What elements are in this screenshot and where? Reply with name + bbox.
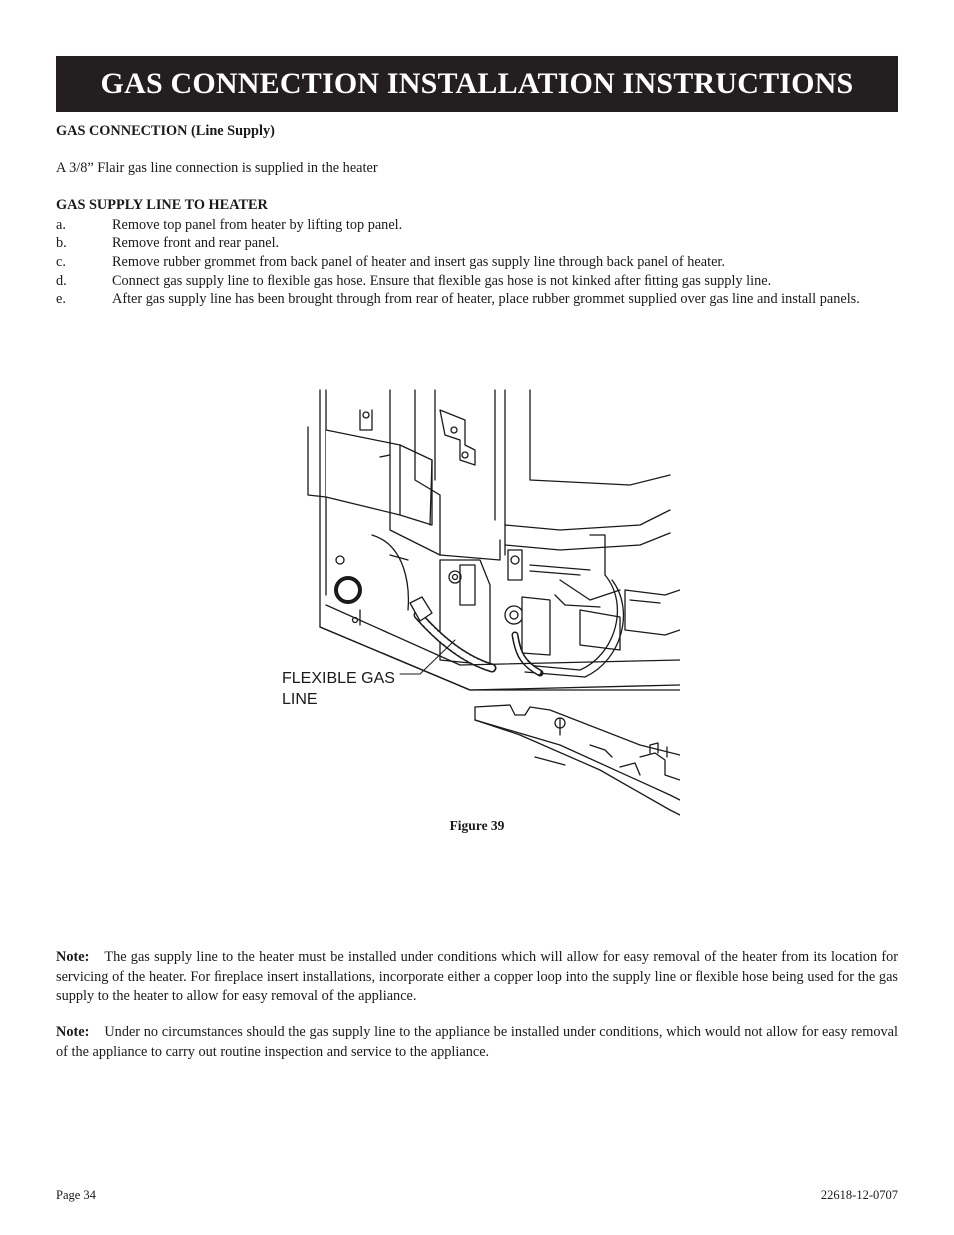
- step-letter: e.: [56, 291, 66, 307]
- step-e: [56, 290, 898, 309]
- page-title: GAS CONNECTION INSTALLATION INSTRUCTIONS: [100, 67, 854, 100]
- callout-line-1: FLEXIBLE GAS: [282, 670, 395, 687]
- step-text: After gas supply line has been brought through from rear of heater, place rubber grommet supplied over gas line and install panels.: [112, 291, 860, 307]
- step-text: Remove rubber grommet from back panel of heater and insert gas supply line through back panel of heater.: [112, 254, 725, 270]
- section-heading-gas-connection: GAS CONNECTION (Line Supply): [56, 123, 275, 139]
- step-b: [56, 234, 898, 253]
- callout-line-2: LINE: [282, 691, 318, 708]
- document-number: 22618-12-0707: [820, 1188, 898, 1202]
- note-1: [56, 948, 898, 1007]
- figure-caption: Figure 39: [449, 818, 505, 833]
- step-text: Remove front and rear panel.: [112, 235, 280, 251]
- section-heading-gas-supply-line: GAS SUPPLY LINE TO HEATER: [56, 197, 268, 213]
- note-label: Note:: [56, 1024, 90, 1040]
- step-a: [56, 216, 898, 235]
- step-d: [56, 272, 898, 291]
- heater-gas-line-illustration: [260, 385, 680, 820]
- flexible-gas-line-callout: [282, 668, 402, 710]
- step-letter: b.: [56, 235, 67, 251]
- step-text: Connect gas supply line to ﬂexible gas hose. Ensure that ﬂexible gas hose is not kinked after ﬁtting gas supply line.: [112, 273, 772, 289]
- gas-connection-text: A 3/8” Flair gas line connection is supplied in the heater: [56, 160, 378, 176]
- step-letter: d.: [56, 273, 67, 289]
- step-letter: a.: [56, 217, 66, 233]
- step-letter: c.: [56, 254, 66, 270]
- step-c: [56, 253, 898, 272]
- note-text: Under no circumstances should the gas supply line to the appliance be installed under conditions, which would not allow for easy removal of the appliance to carry out routine inspection and service to the appliance.: [56, 1024, 898, 1060]
- step-text: Remove top panel from heater by lifting top panel.: [112, 217, 403, 233]
- page-header-banner: [56, 56, 898, 112]
- note-text: The gas supply line to the heater must be installed under conditions which will allow for easy removal of the heater from its location for servicing of the heater. For ﬁreplace insert installations, incorporate either a copper loop into the supply line or ﬂexible hose being used for the gas supply to the heater to allow for easy removal of the appliance.: [56, 949, 898, 1004]
- note-label: Note:: [56, 949, 90, 965]
- page-number: Page 34: [56, 1188, 96, 1202]
- note-2: [56, 1023, 898, 1062]
